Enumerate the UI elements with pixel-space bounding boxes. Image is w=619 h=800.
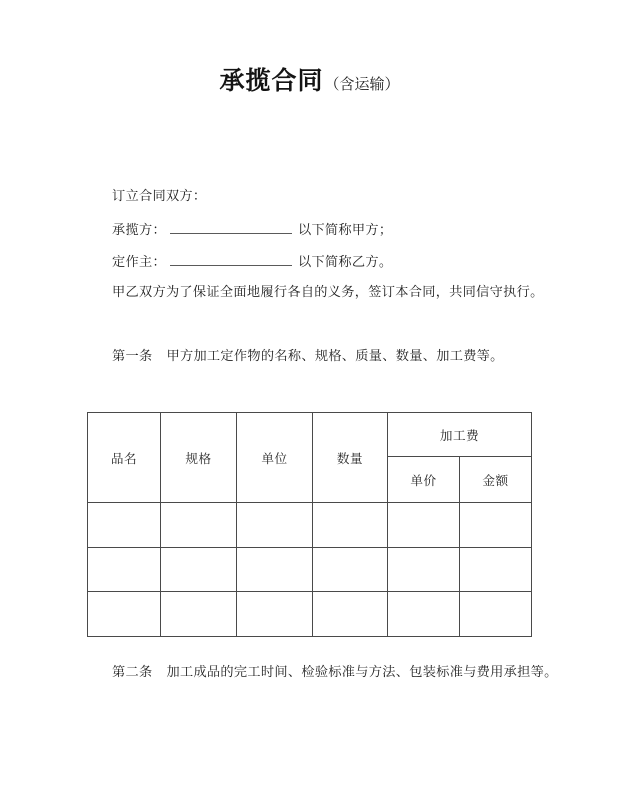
table-header-name: 品名: [88, 413, 161, 503]
party-b-fill-in-blank[interactable]: [170, 254, 292, 266]
party-a-fill-in-blank[interactable]: [170, 222, 292, 234]
cell-quantity[interactable]: [313, 547, 388, 592]
document-title-main: 承揽合同: [219, 66, 324, 95]
cell-unit[interactable]: [237, 503, 313, 548]
cell-unit-price[interactable]: [388, 547, 460, 592]
cell-quantity[interactable]: [313, 592, 388, 637]
cell-quantity[interactable]: [313, 503, 388, 548]
processing-fee-table: [87, 412, 532, 637]
table-row[interactable]: [88, 547, 532, 592]
table-header-unit: 单位: [237, 413, 313, 503]
table-header-spec: 规格: [161, 413, 237, 503]
cell-name[interactable]: [88, 592, 161, 637]
party-b-label: 定作主：: [112, 255, 166, 270]
table-header-fee-group: 加工费: [388, 413, 532, 457]
cell-unit-price[interactable]: [388, 503, 460, 548]
party-a-label: 承揽方：: [112, 223, 166, 238]
clause-one: [112, 350, 504, 363]
clause-two: [112, 666, 558, 679]
preamble-intro-line: [112, 190, 206, 203]
cell-unit[interactable]: [237, 547, 313, 592]
table-header-amount: 金额: [460, 457, 532, 503]
cell-amount[interactable]: [460, 592, 532, 637]
cell-spec[interactable]: [161, 547, 237, 592]
cell-amount[interactable]: [460, 503, 532, 548]
pledge-line: [112, 286, 544, 299]
table-row[interactable]: [88, 592, 532, 637]
cell-unit-price[interactable]: [388, 592, 460, 637]
pledge-text: 甲乙双方为了保证全面地履行各自的义务，签订本合同，共同信守执行。: [112, 285, 544, 300]
preamble-intro-text: 订立合同双方：: [112, 189, 207, 204]
table-header-unit-price: 单价: [388, 457, 460, 503]
clause-two-text: 加工成品的完工时间、检验标准与方法、包装标准与费用承担等。: [166, 665, 558, 680]
party-b-line: [112, 254, 392, 269]
document-title: [0, 68, 619, 93]
cell-spec[interactable]: [161, 503, 237, 548]
table-header-row-top: [88, 413, 532, 457]
party-b-suffix: 以下简称乙方。: [297, 255, 393, 270]
document-title-subtitle: （含运输）: [324, 75, 400, 93]
cell-amount[interactable]: [460, 547, 532, 592]
cell-unit[interactable]: [237, 592, 313, 637]
cell-name[interactable]: [88, 547, 161, 592]
cell-name[interactable]: [88, 503, 161, 548]
clause-one-label: 第一条: [112, 349, 153, 364]
clause-one-text: 甲方加工定作物的名称、规格、质量、数量、加工费等。: [166, 349, 504, 364]
table-header-quantity: 数量: [313, 413, 388, 503]
cell-spec[interactable]: [161, 592, 237, 637]
table-row[interactable]: [88, 503, 532, 548]
party-a-suffix: 以下简称甲方；: [297, 223, 393, 238]
clause-two-label: 第二条: [112, 665, 153, 680]
party-a-line: [112, 222, 392, 237]
